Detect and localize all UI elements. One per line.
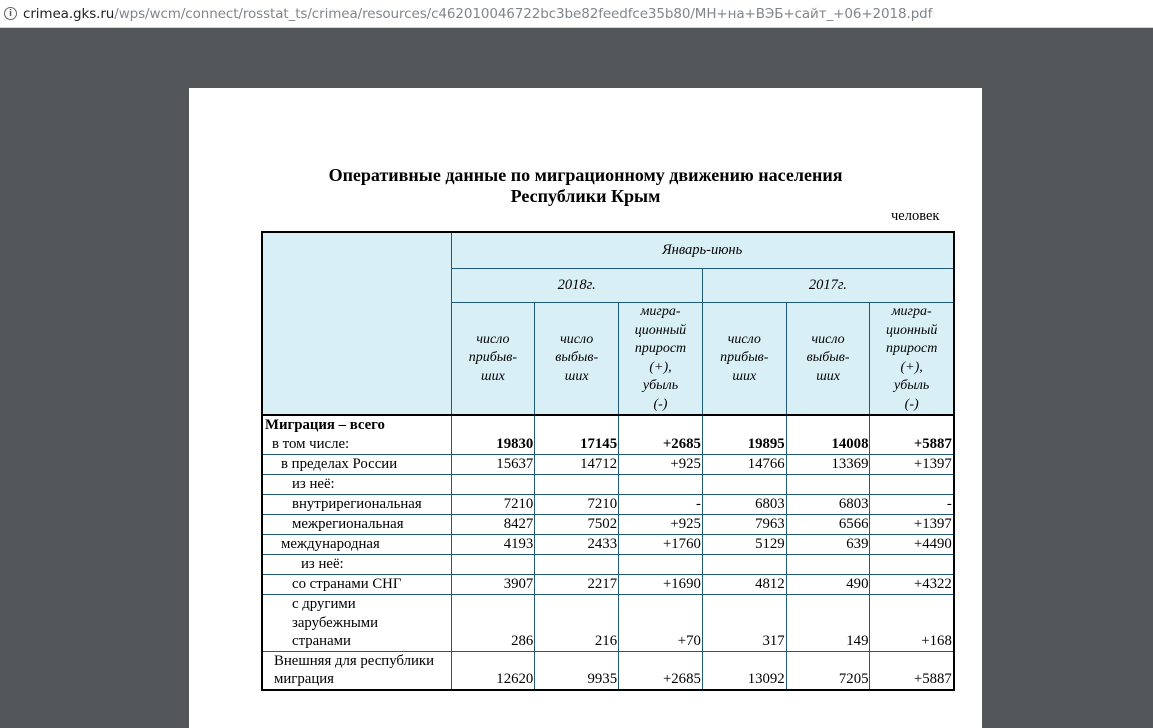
table-cell: 12620 xyxy=(451,651,535,690)
col-arrivals-2018: число прибыв- ших xyxy=(451,303,535,416)
table-row xyxy=(262,595,954,652)
col-departures-2018: число выбыв- ших xyxy=(535,303,619,416)
table-row xyxy=(262,535,954,555)
table-cell: 149 xyxy=(786,595,870,652)
row-label: со странами СНГ xyxy=(262,575,451,595)
table-cell: +925 xyxy=(619,455,703,475)
table-cell xyxy=(535,475,619,495)
table-row xyxy=(262,415,954,435)
table-cell: 2217 xyxy=(535,575,619,595)
table-cell: 6803 xyxy=(702,495,786,515)
table-cell: +5887 xyxy=(870,435,954,455)
year-header-2017: 2017г. xyxy=(702,269,953,303)
table-cell: +2685 xyxy=(619,435,703,455)
table-cell: 19830 xyxy=(451,435,535,455)
table-cell: 17145 xyxy=(535,435,619,455)
table-cell: 7502 xyxy=(535,515,619,535)
table-cell xyxy=(619,555,703,575)
table-cell: 7963 xyxy=(702,515,786,535)
row-label: международная xyxy=(262,535,451,555)
table-cell: +925 xyxy=(619,515,703,535)
table-cell: 4193 xyxy=(451,535,535,555)
row-label: в пределах России xyxy=(262,455,451,475)
url-path: /wps/wcm/connect/rosstat_ts/crimea/resources/c462010046722bc3be82feedfce35b80/МН+на+ВЭБ+сайт_+06+2018.pdf xyxy=(114,5,933,22)
table-cell: 14008 xyxy=(786,435,870,455)
table-row xyxy=(262,495,954,515)
table-cell: +2685 xyxy=(619,651,703,690)
table-cell xyxy=(786,415,870,435)
table-cell xyxy=(786,555,870,575)
table-cell: 6803 xyxy=(786,495,870,515)
row-label: с другими зарубежными странами xyxy=(262,595,451,652)
unit-label: человек xyxy=(891,208,940,224)
table-cell: 5129 xyxy=(702,535,786,555)
document-title-line-2: Республики Крым xyxy=(510,186,661,206)
table-cell xyxy=(786,475,870,495)
address-bar[interactable] xyxy=(0,0,1153,28)
table-cell: +5887 xyxy=(870,651,954,690)
stub-header xyxy=(262,232,451,415)
table-row xyxy=(262,475,954,495)
table-cell: +1690 xyxy=(619,575,703,595)
table-cell xyxy=(870,555,954,575)
row-label: в том числе: xyxy=(262,435,451,455)
table-cell xyxy=(535,555,619,575)
col-net-2018: мигра- ционный прирост (+), убыль (-) xyxy=(619,303,703,416)
table-cell: 15637 xyxy=(451,455,535,475)
table-cell xyxy=(535,415,619,435)
table-cell: 3907 xyxy=(451,575,535,595)
table-cell: - xyxy=(870,495,954,515)
row-label: из неё: xyxy=(262,555,451,575)
table-row xyxy=(262,455,954,475)
table-cell xyxy=(619,475,703,495)
table-cell: 8427 xyxy=(451,515,535,535)
table-cell: 6566 xyxy=(786,515,870,535)
table-cell: 14712 xyxy=(535,455,619,475)
table-cell: 9935 xyxy=(535,651,619,690)
table-cell: 14766 xyxy=(702,455,786,475)
year-header-2018: 2018г. xyxy=(451,269,702,303)
table-cell: 286 xyxy=(451,595,535,652)
table-cell: +4322 xyxy=(870,575,954,595)
table-cell: +4490 xyxy=(870,535,954,555)
table-cell xyxy=(702,415,786,435)
document-title-line-1: Оперативные данные по миграционному движению населения xyxy=(328,165,843,185)
table-cell: - xyxy=(619,495,703,515)
table-cell xyxy=(619,415,703,435)
table-cell: 13092 xyxy=(702,651,786,690)
table-cell: 7205 xyxy=(786,651,870,690)
row-label: Миграция – всего xyxy=(262,415,451,435)
table-cell xyxy=(702,475,786,495)
table-cell: +1760 xyxy=(619,535,703,555)
table-cell xyxy=(702,555,786,575)
table-cell xyxy=(870,415,954,435)
row-label: Внешняя для республики миграция xyxy=(262,651,451,690)
table-cell: 639 xyxy=(786,535,870,555)
table-cell: 19895 xyxy=(702,435,786,455)
table-cell: +70 xyxy=(619,595,703,652)
table-cell xyxy=(870,475,954,495)
table-cell: 13369 xyxy=(786,455,870,475)
table-cell xyxy=(451,555,535,575)
table-row xyxy=(262,435,954,455)
col-net-2017: мигра- ционный прирост (+), убыль (-) xyxy=(870,303,954,416)
col-arrivals-2017: число прибыв- ших xyxy=(702,303,786,416)
table-row xyxy=(262,651,954,690)
url-text[interactable] xyxy=(23,6,932,22)
table-cell: 4812 xyxy=(702,575,786,595)
info-icon[interactable]: i xyxy=(4,7,17,20)
table-cell: 490 xyxy=(786,575,870,595)
table-cell: 7210 xyxy=(535,495,619,515)
table-cell: 2433 xyxy=(535,535,619,555)
table-cell: 317 xyxy=(702,595,786,652)
pdf-page xyxy=(189,88,982,728)
table-cell: +1397 xyxy=(870,455,954,475)
table-cell: 7210 xyxy=(451,495,535,515)
table-row xyxy=(262,575,954,595)
url-host: crimea.gks.ru xyxy=(23,5,115,22)
table-cell xyxy=(451,415,535,435)
table-row xyxy=(262,555,954,575)
row-label: межрегиональная xyxy=(262,515,451,535)
row-label: внутрирегиональная xyxy=(262,495,451,515)
row-label: из неё: xyxy=(262,475,451,495)
table-cell: 216 xyxy=(535,595,619,652)
table-row xyxy=(262,515,954,535)
migration-table xyxy=(261,231,955,691)
table-cell: +1397 xyxy=(870,515,954,535)
period-header: Январь-июнь xyxy=(451,232,954,269)
table-cell xyxy=(451,475,535,495)
col-departures-2017: число выбыв- ших xyxy=(786,303,870,416)
table-cell: +168 xyxy=(870,595,954,652)
